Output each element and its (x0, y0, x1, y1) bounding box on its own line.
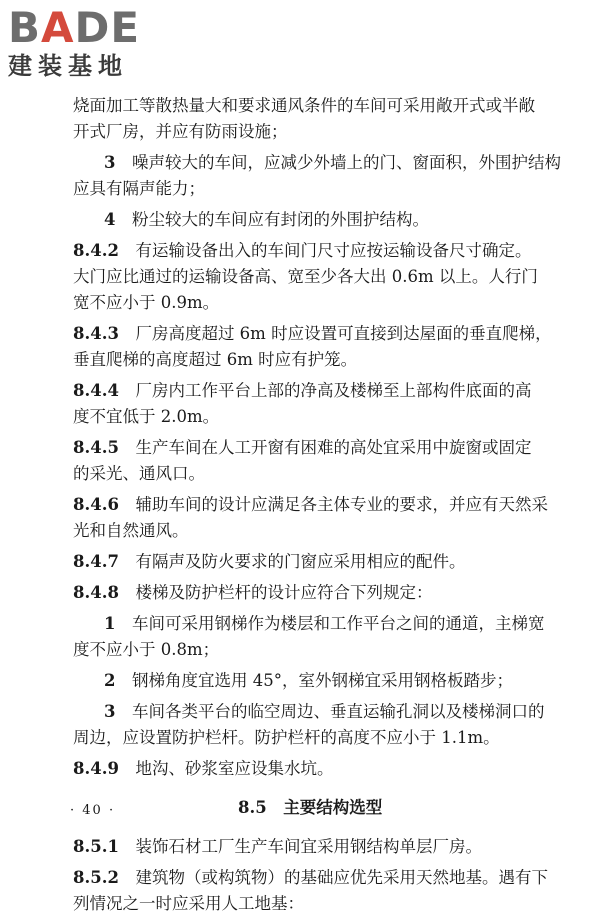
clause-number: 8.5.1 (73, 837, 119, 856)
clause-number: 8.4.6 (73, 495, 119, 514)
list-number: 1 (104, 614, 116, 633)
text-line: 度不宜低于 2.0m。 (73, 407, 220, 426)
section-heading: 8.5 主要结构选型 (238, 798, 383, 817)
list-item: 2 钢梯角度宜选用 45°，室外钢梯宜采用钢格板踏步； (104, 671, 513, 690)
clause: 8.4.7 有隔声及防火要求的门窗应采用相应的配件。 (73, 552, 466, 571)
clause-number: 8.4.7 (73, 552, 119, 571)
clause-number: 8.4.8 (73, 583, 119, 602)
text-line: 大门应比通过的运输设备高、宽至少各大出 0.6m 以上。人行门 (73, 267, 538, 286)
clause: 8.4.8 楼梯及防护栏杆的设计应符合下列规定： (73, 583, 433, 602)
text-line: 应具有隔声能力； (73, 179, 205, 198)
clause: 8.4.2 有运输设备出入的车间门尺寸应按运输设备尺寸确定。 (73, 241, 532, 260)
clause: 8.4.9 地沟、砂浆室应设集水坑。 (73, 759, 334, 778)
text-line: 开式厂房，并应有防雨设施； (73, 122, 288, 141)
text-line: 度不应小于 0.8m； (73, 640, 220, 659)
clause-number: 8.4.5 (73, 438, 119, 457)
text-line: 光和自然通风。 (73, 521, 189, 540)
list-item: 3 噪声较大的车间，应减少外墙上的门、窗面积，外围护结构 (104, 153, 561, 172)
list-item: 1 车间可采用钢梯作为楼层和工作平台之间的通道，主梯宽 (104, 614, 545, 633)
list-number: 3 (104, 153, 116, 172)
text-line: 垂直爬梯的高度超过 6m 时应有护笼。 (73, 350, 358, 369)
clause: 8.4.5 生产车间在人工开窗有困难的高处宜采用中旋窗或固定 (73, 438, 532, 457)
logo-b: B (8, 3, 42, 52)
list-number: 4 (104, 210, 116, 229)
logo-a-mark: A (41, 3, 75, 52)
clause: 8.4.6 辅助车间的设计应满足各主体专业的要求，并应有天然采 (73, 495, 548, 514)
list-item: 4 粉尘较大的车间应有封闭的外围护结构。 (104, 210, 429, 229)
bade-logo (8, 3, 178, 80)
text-line: 的采光、通风口。 (73, 464, 205, 483)
list-number: 3 (104, 702, 116, 721)
clause: 8.4.4 厂房内工作平台上部的净高及楼梯至上部构件底面的高 (73, 381, 532, 400)
text-line: 烧面加工等散热量大和要求通风条件的车间可采用敞开式或半敞 (73, 96, 535, 115)
text-line: 宽不应小于 0.9m。 (73, 293, 220, 312)
list-item: 3 车间各类平台的临空周边、垂直运输孔洞以及楼梯洞口的 (104, 702, 545, 721)
page-number: · 40 · (70, 803, 116, 818)
clause: 8.5.1 装饰石材工厂生产车间宜采用钢结构单层厂房。 (73, 837, 482, 856)
clause: 8.4.3 厂房高度超过 6m 时应设置可直接到达屋面的垂直爬梯， (73, 324, 552, 343)
clause-number: 8.5.2 (73, 868, 119, 887)
logo-subtitle: 建装基地 (8, 52, 128, 80)
logo-de: DE (74, 3, 141, 52)
clause: 8.5.2 建筑物（或构筑物）的基础应优先采用天然地基。遇有下 (73, 868, 548, 887)
list-number: 2 (104, 671, 116, 690)
clause-number: 8.4.9 (73, 759, 119, 778)
logo-wordmark (8, 3, 178, 52)
clause-number: 8.4.4 (73, 381, 119, 400)
text-line: 列情况之一时应采用人工地基： (73, 894, 304, 913)
clause-number: 8.4.3 (73, 324, 119, 343)
clause-number: 8.4.2 (73, 241, 119, 260)
text-line: 周边，应设置防护栏杆。防护栏杆的高度不应小于 1.1m。 (73, 728, 500, 747)
